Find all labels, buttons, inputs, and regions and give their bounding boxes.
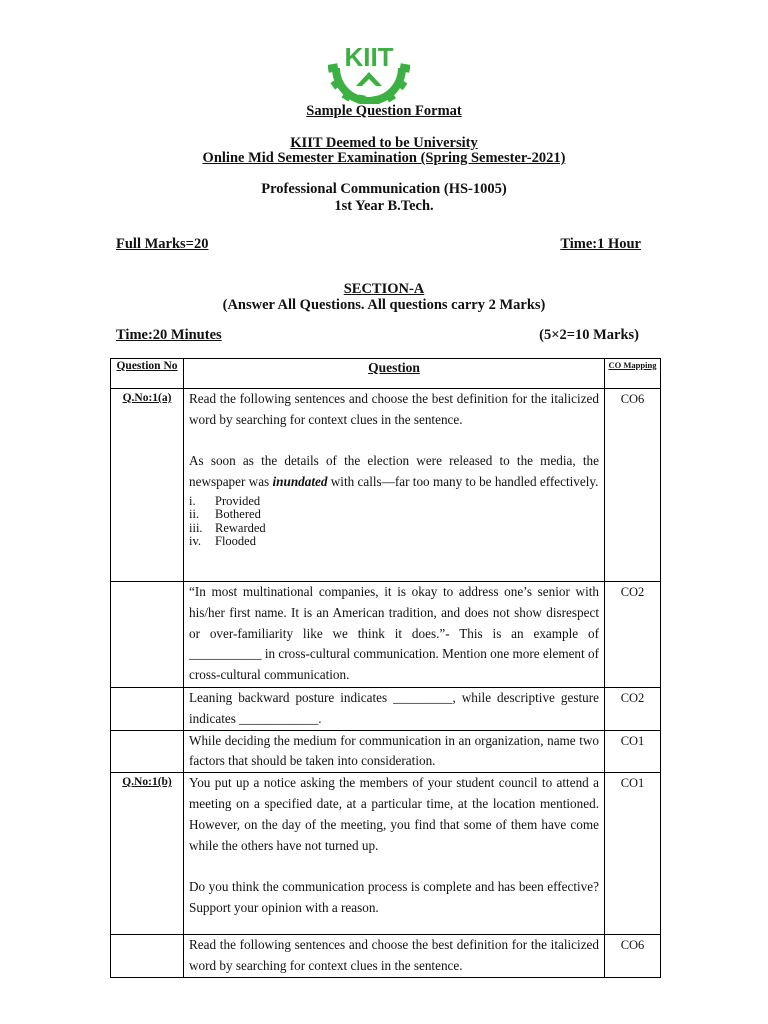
table-row [111,389,661,582]
co-mapping: CO6 [605,935,661,978]
question-no [111,688,184,731]
header-co-mapping: CO Mapping [605,359,661,389]
table-row [111,730,661,773]
question-no [111,730,184,773]
header-question: Question [184,359,605,389]
question-instruction: Read the following sentences and choose the best definition for the italicized word by searching for context clues in the sentence. [189,391,599,427]
logo-text: KIIT [344,42,394,72]
format-title: Sample Question Format [306,103,462,119]
option-list [189,495,599,549]
question-text: You put up a notice asking the members of your student council to attend a meeting on a specified date, at a particular time, at the location mentioned. However, on the day of the meeting, you find that some of them have come while the others have not turned up. Do you think the communication process is complete and has been effective? Support your opinion with a reason. [184,773,605,935]
table-row [111,773,661,935]
section-time: Time:20 Minutes [116,327,222,343]
question-no: Q.No:1(a) [111,389,184,582]
total-time: Time:1 Hour [560,236,641,252]
option-item: i. Provided [189,493,261,508]
italicized-word: inundated [272,474,328,490]
question-table [110,358,661,978]
full-marks: Full Marks=20 [116,236,209,252]
header-question-no: Question No [111,359,184,389]
co-mapping: CO6 [605,389,661,582]
table-header-row [111,359,661,389]
year-label: 1st Year B.Tech. [334,198,434,214]
table-row [111,935,661,978]
question-text: Read the following sentences and choose the best definition for the italicized word by searching for context clues in the sentence. [184,935,605,978]
question-text: While deciding the medium for communication in an organization, name two factors that should be taken into consideration. [184,730,605,773]
question-text: “In most multinational companies, it is okay to address one’s senior with his/her first name. It is an American tradition, and does not show disrespect or over-familiarity like we think it does.”- This is an example of ___________ in cross-cultural communication. Mention one more element of cross-cultural communication. [184,582,605,688]
section-instruction: (Answer All Questions. All questions carry 2 Marks) [222,297,546,313]
option-item: ii. Bothered [189,507,261,522]
question-text [184,389,605,582]
table-row [111,688,661,731]
co-mapping: CO1 [605,730,661,773]
section-title: SECTION-A [343,281,425,297]
co-mapping: CO2 [605,582,661,688]
exam-name: Online Mid Semester Examination (Spring Semester-2021) [202,150,566,166]
option-item: iii. Rewarded [189,520,266,535]
university-name: KIIT Deemed to be University [290,135,478,151]
course-name: Professional Communication (HS-1005) [261,181,507,197]
section-marks: (5×2=10 Marks) [539,327,639,343]
question-sentence: As soon as the details of the election were released to the media, the newspaper was inundated with calls—far too many to be handled effectively. [189,453,599,490]
option-item: iv. Flooded [189,534,256,549]
question-text: Leaning backward posture indicates _________, while descriptive gesture indicates ____________. [184,688,605,731]
table-row [111,582,661,688]
kiit-logo [328,38,410,104]
question-no: Q.No:1(b) [111,773,184,935]
co-mapping: CO2 [605,688,661,731]
question-no [111,935,184,978]
question-no [111,582,184,688]
co-mapping: CO1 [605,773,661,935]
